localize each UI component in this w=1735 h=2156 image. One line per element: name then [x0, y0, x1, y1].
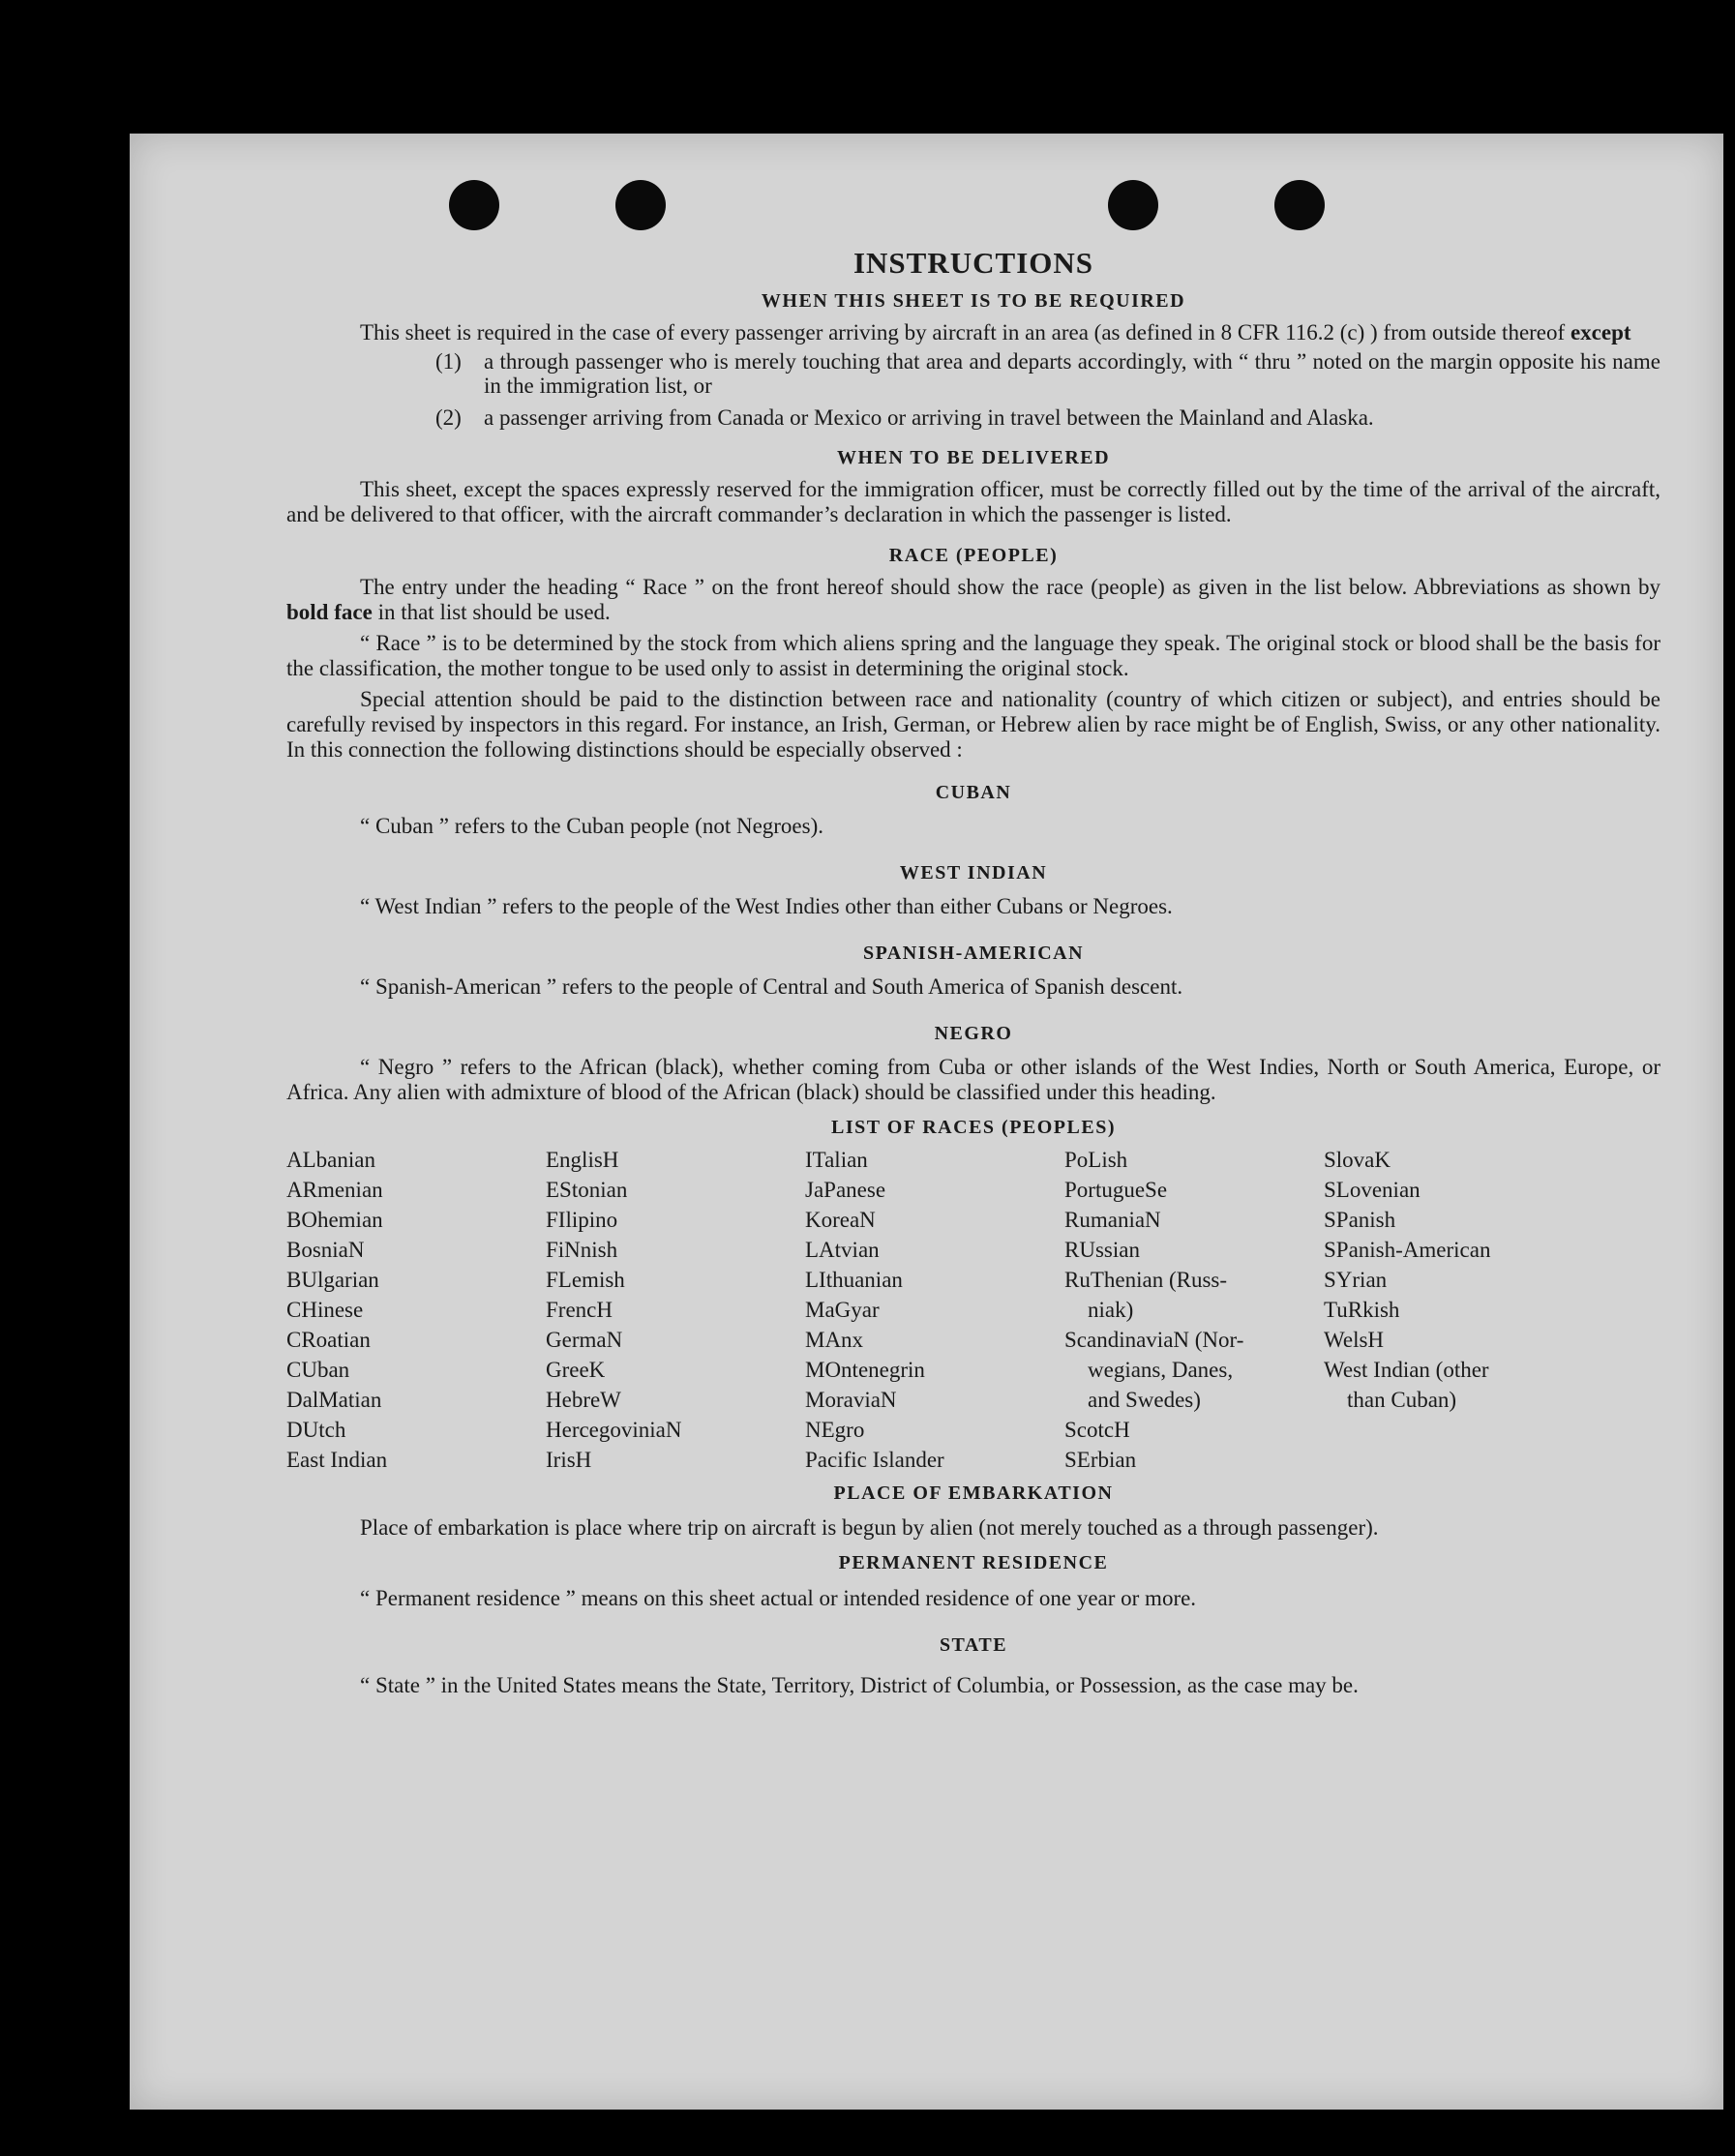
- race-entry: ITalian: [805, 1148, 868, 1172]
- race-entry: HebreW: [546, 1388, 621, 1412]
- section-text: This sheet, except the spaces expressly reserved for the immigration officer, must be correctly filled out by the time of the arrival of the aircraft, and be delivered to that officer, with the aircraft commander’s declaration in which the passenger is listed.: [286, 477, 1660, 526]
- race-entry: LIthuanian: [805, 1268, 903, 1292]
- race-entry: ALbanian: [286, 1148, 375, 1172]
- race-entry: than Cuban): [1347, 1388, 1457, 1412]
- race-entry: CRoatian: [286, 1328, 371, 1352]
- race-entry: BosniaN: [286, 1238, 365, 1262]
- section-text: “ Negro ” refers to the African (black), whether coming from Cuba or other islands of the West Indies, North or South America, Europe, or Africa. Any alien with admixture of blood of the African (black) should be classified under this heading.: [286, 1055, 1660, 1104]
- races-column: [286, 1145, 546, 1475]
- text-segment: This sheet is required in the case of every passenger arriving by aircraft in an area (as defined in 8 CFR 116.2 (c) ) from outside thereof: [360, 320, 1570, 344]
- race-entry: FiNnish: [546, 1238, 618, 1262]
- race-entry: and Swedes): [1088, 1388, 1201, 1412]
- item-number: (2): [435, 405, 462, 430]
- section-heading: CUBAN: [935, 782, 1012, 803]
- race-entry: SErbian: [1064, 1448, 1137, 1472]
- race-entry: CHinese: [286, 1298, 364, 1322]
- races-column: [1064, 1145, 1324, 1475]
- race-entry: FrencH: [546, 1298, 613, 1322]
- race-entry: NEgro: [805, 1418, 865, 1442]
- race-entry: EStonian: [546, 1178, 628, 1202]
- list-item: [435, 349, 1660, 398]
- race-entry: DUtch: [286, 1418, 346, 1442]
- section-heading: PLACE OF EMBARKATION: [833, 1482, 1114, 1504]
- race-entry: FLemish: [546, 1268, 625, 1292]
- section-text: [286, 575, 1660, 625]
- race-entry: PoLish: [1064, 1148, 1128, 1172]
- punch-hole: [449, 180, 499, 230]
- section-text: “ Race ” is to be determined by the stock from which aliens spring and the language they speak. The original stock or blood shall be the basis for the classification, the mother tongue to be used only to assist in determining the original stock.: [286, 631, 1660, 680]
- race-entry: KoreaN: [805, 1208, 876, 1232]
- races-column: [546, 1145, 805, 1475]
- emphasis-text: bold face: [286, 600, 373, 624]
- race-entry: MoraviaN: [805, 1388, 897, 1412]
- race-entry: MOntenegrin: [805, 1358, 925, 1382]
- section-text: “ Cuban ” refers to the Cuban people (not Negroes).: [360, 814, 824, 838]
- race-entry: LAtvian: [805, 1238, 880, 1262]
- race-entry: SLovenian: [1324, 1178, 1421, 1202]
- race-entry: WelsH: [1324, 1328, 1385, 1352]
- item-text: a passenger arriving from Canada or Mexico or arriving in travel between the Mainland and Alaska.: [484, 405, 1374, 430]
- section-heading: PERMANENT RESIDENCE: [838, 1552, 1109, 1573]
- section-text: “ State ” in the United States means the State, Territory, District of Columbia, or Possession, as the case may be.: [360, 1673, 1359, 1697]
- text-segment: The entry under the heading “ Race ” on the front hereof should show the race (people) as given in the list below. Abbreviations as shown by: [360, 575, 1660, 599]
- page-title: INSTRUCTIONS: [853, 246, 1093, 280]
- instructions-content: [286, 246, 1660, 1702]
- race-entry: East Indian: [286, 1448, 388, 1472]
- race-entry: CUban: [286, 1358, 350, 1382]
- document-page: [130, 134, 1723, 2110]
- item-text: a through passenger who is merely touching that area and departs accordingly, with “ thru ” noted on the margin opposite his name in the immigration list, or: [484, 349, 1660, 398]
- section-text: [286, 320, 1660, 345]
- section-text: “ West Indian ” refers to the people of the West Indies other than either Cubans or Negroes.: [360, 894, 1173, 918]
- race-entry: SPanish: [1324, 1208, 1396, 1232]
- race-entry: West Indian (other: [1324, 1358, 1489, 1382]
- section-text: Special attention should be paid to the distinction between race and nationality (country of which citizen or subject), and entries should be carefully revised by inspectors in this regard. For instance, an Irish, German, or Hebrew alien by race might be of English, Swiss, or any other nationality. In this connection the following distinctions should be especially observed :: [286, 687, 1660, 762]
- race-entry: GermaN: [546, 1328, 623, 1352]
- race-entry: BUlgarian: [286, 1268, 379, 1292]
- section-heading: RACE (PEOPLE): [888, 545, 1059, 566]
- section-heading: SPANISH-AMERICAN: [862, 943, 1085, 964]
- item-number: (1): [435, 349, 462, 374]
- punch-hole: [1274, 180, 1325, 230]
- race-entry: RuThenian (Russ-: [1064, 1268, 1228, 1292]
- race-entry: FIlipino: [546, 1208, 618, 1232]
- section-text: Place of embarkation is place where trip on aircraft is begun by alien (not merely touched as a through passenger).: [360, 1515, 1379, 1540]
- race-entry: wegians, Danes,: [1088, 1358, 1234, 1382]
- race-entry: ScandinaviaN (Nor-: [1064, 1328, 1244, 1352]
- race-entry: DalMatian: [286, 1388, 382, 1412]
- race-entry: GreeK: [546, 1358, 606, 1382]
- race-entry: Pacific Islander: [805, 1448, 944, 1472]
- race-entry: IrisH: [546, 1448, 592, 1472]
- section-heading: LIST OF RACES (PEOPLES): [830, 1117, 1116, 1138]
- race-entry: HercegoviniaN: [546, 1418, 682, 1442]
- race-entry: SlovaK: [1324, 1148, 1391, 1172]
- race-entry: EnglisH: [546, 1148, 619, 1172]
- race-entry: MAnx: [805, 1328, 864, 1352]
- race-entry: BOhemian: [286, 1208, 383, 1232]
- emphasis-text: except: [1570, 320, 1631, 344]
- section-text: “ Permanent residence ” means on this sheet actual or intended residence of one year or more.: [360, 1586, 1197, 1610]
- race-entry: SPanish-American: [1324, 1238, 1491, 1262]
- section-heading: WHEN TO BE DELIVERED: [836, 447, 1111, 468]
- race-entry: JaPanese: [805, 1178, 886, 1202]
- races-column: [805, 1145, 1064, 1475]
- race-entry: TuRkish: [1324, 1298, 1400, 1322]
- punch-hole: [1108, 180, 1158, 230]
- text-segment: in that list should be used.: [372, 600, 611, 624]
- races-list: [286, 1145, 1660, 1475]
- race-entry: ScotcH: [1064, 1418, 1130, 1442]
- punch-hole: [615, 180, 666, 230]
- races-column: [1324, 1145, 1583, 1475]
- race-entry: ARmenian: [286, 1178, 383, 1202]
- race-entry: SYrian: [1324, 1268, 1388, 1292]
- section-heading: STATE: [939, 1634, 1008, 1656]
- race-entry: RumaniaN: [1064, 1208, 1161, 1232]
- section-heading: NEGRO: [934, 1023, 1013, 1044]
- race-entry: MaGyar: [805, 1298, 880, 1322]
- race-entry: niak): [1088, 1298, 1134, 1322]
- race-entry: RUssian: [1064, 1238, 1140, 1262]
- section-heading: WHEN THIS SHEET IS TO BE REQUIRED: [761, 290, 1186, 312]
- list-item: [435, 405, 1660, 430]
- race-entry: PortugueSe: [1064, 1178, 1168, 1202]
- section-heading: WEST INDIAN: [899, 862, 1048, 883]
- section-text: “ Spanish-American ” refers to the people of Central and South America of Spanish descent.: [360, 974, 1183, 999]
